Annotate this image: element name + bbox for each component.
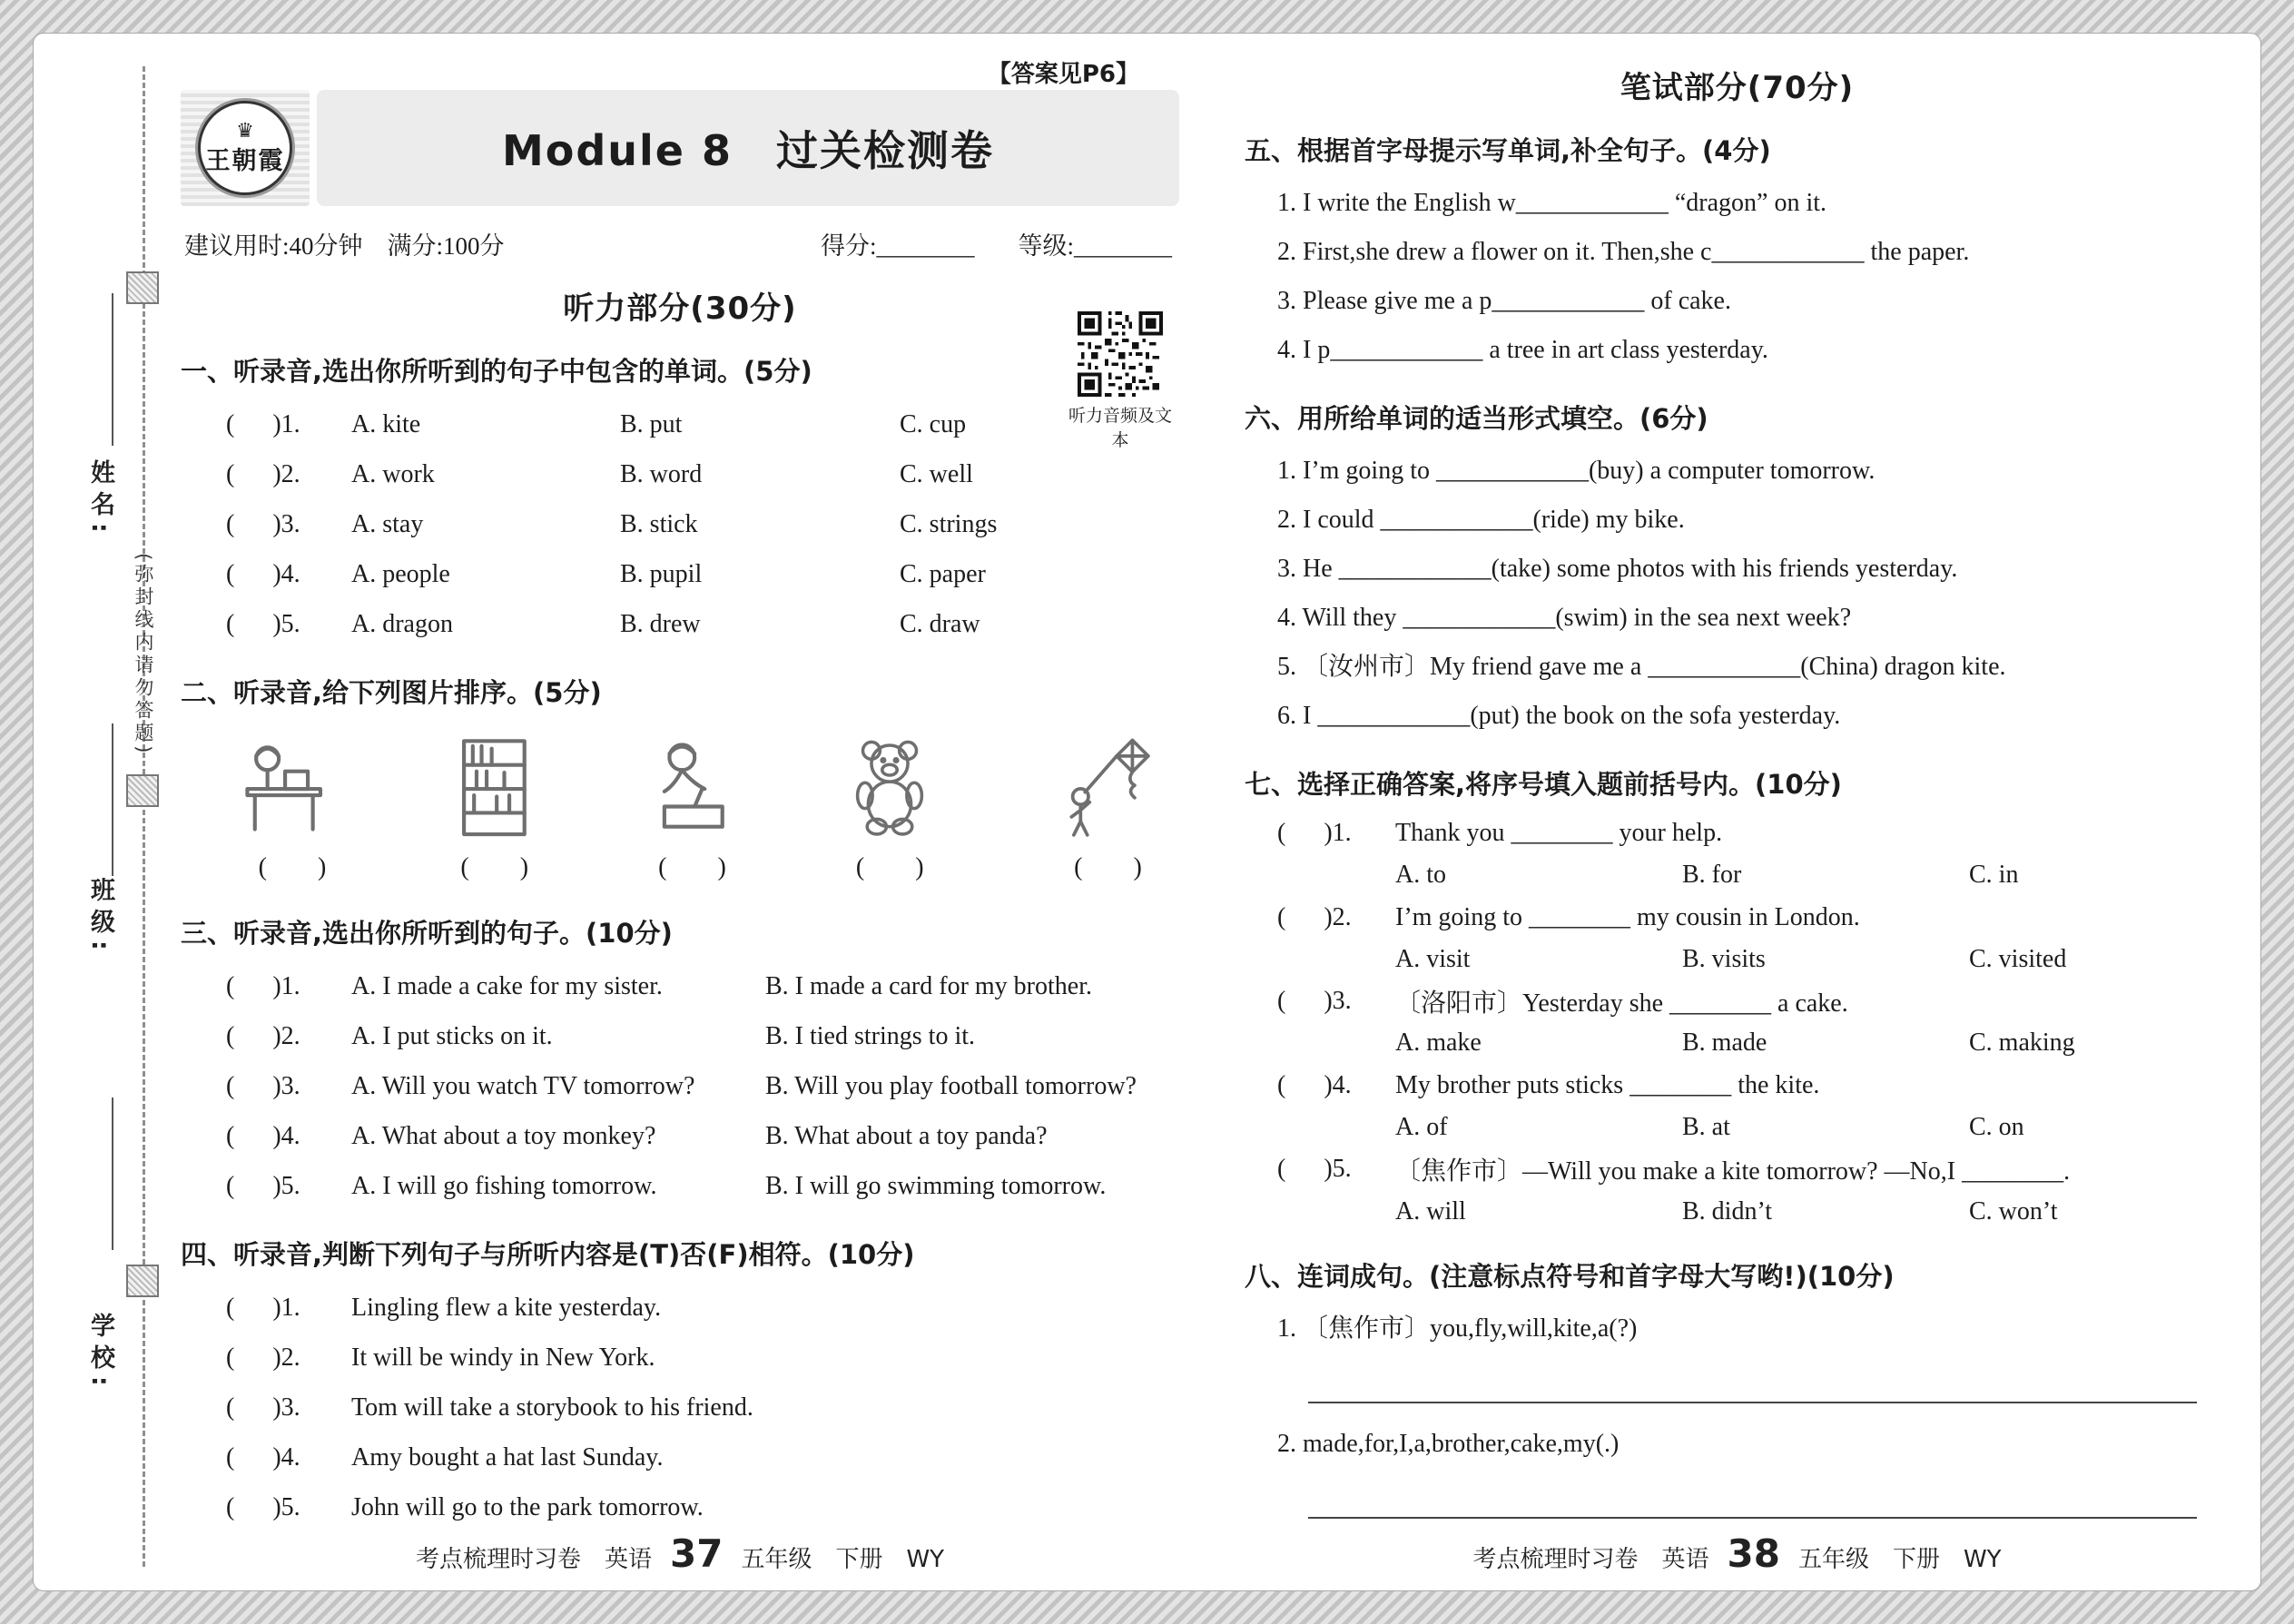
question-row	[226, 399, 1179, 449]
footer-series: 考点梳理时习卷 英语	[415, 1546, 652, 1573]
class-label: 班级:	[86, 877, 114, 958]
rearrange-item: 2. made,for,I,a,brother,cake,my(.)	[1277, 1429, 1620, 1458]
answer-bracket[interactable]: ( )3.	[226, 509, 300, 538]
section-2-heading: 二、听录音,给下列图片排序。(5分)	[181, 677, 602, 708]
option-b: B. Will you play football tomorrow?	[765, 1071, 1137, 1100]
answer-bracket[interactable]: ( )5.	[226, 1171, 300, 1200]
answer-writing-line[interactable]	[1308, 1496, 2197, 1519]
brand-emblem	[198, 101, 292, 195]
score-field[interactable]: 得分:________	[820, 232, 975, 260]
option-a: A. I put sticks on it.	[351, 1021, 553, 1050]
question-row	[1277, 1065, 2230, 1107]
option-b: B. I made a card for my brother.	[765, 971, 1092, 1000]
options-row	[1395, 1022, 2230, 1064]
picture-item	[436, 733, 554, 890]
meta-row	[181, 226, 1179, 261]
crown-icon: ♛	[236, 118, 254, 142]
option-c: C. won’t	[1969, 1196, 2058, 1225]
question-row	[1277, 897, 2230, 939]
page-footer	[1245, 1531, 2230, 1578]
option-c: C. well	[900, 459, 973, 488]
answer-writing-line[interactable]	[1308, 1381, 2197, 1403]
section-6-heading: 六、用所给单词的适当形式填空。(6分)	[1245, 403, 1708, 434]
option-a: A. people	[351, 559, 450, 588]
fill-item[interactable]: 2. First,she drew a flower on it. Then,she c____________ the paper.	[1277, 238, 1970, 266]
option-b: B. didn’t	[1682, 1196, 1773, 1225]
answer-bracket[interactable]: ( )4.	[1277, 1070, 1352, 1099]
footer-edition: 五年级 下册 WY	[741, 1546, 945, 1573]
page-number: 37	[669, 1531, 724, 1576]
option-b: B. put	[620, 409, 683, 438]
school-writing-line[interactable]	[112, 1097, 113, 1250]
page-right	[1203, 55, 2235, 1578]
qr-code-icon[interactable]	[1078, 311, 1163, 397]
option-c: C. draw	[900, 609, 980, 638]
option-c: C. strings	[900, 509, 998, 538]
statement-text: Amy bought a hat last Sunday.	[351, 1442, 664, 1471]
option-b: B. drew	[620, 609, 701, 638]
teddy-bear-image	[836, 733, 943, 841]
option-a: A. kite	[351, 409, 421, 438]
options-row	[1395, 854, 2230, 896]
girl-flying-kite-image	[1051, 733, 1164, 841]
option-b: B. at	[1682, 1112, 1730, 1141]
answer-bracket[interactable]: ( )2.	[1277, 902, 1352, 931]
rearrange-item: 1. 〔焦作市〕you,fly,will,kite,a(?)	[1277, 1314, 1638, 1343]
section-5-heading: 五、根据首字母提示写单词,补全句子。(4分)	[1245, 135, 1771, 166]
question-row	[226, 1283, 1179, 1333]
option-a: A. I made a cake for my sister.	[351, 971, 663, 1000]
school-label: 学校:	[86, 1313, 114, 1393]
class-writing-line[interactable]	[112, 723, 113, 876]
fill-item[interactable]: 1. I write the English w____________ “dragon” on it.	[1277, 189, 1827, 217]
question-row	[226, 1333, 1179, 1383]
question-row	[226, 499, 1179, 549]
answer-bracket[interactable]: ( )1.	[226, 971, 300, 1000]
picture-item	[1033, 733, 1183, 890]
section-4-heading: 四、听录音,判断下列句子与所听内容是(T)否(F)相符。(10分)	[181, 1239, 915, 1270]
title-banner	[317, 90, 1179, 206]
seal-stamp-icon	[126, 271, 159, 304]
name-label: 姓名:	[86, 459, 114, 540]
listening-part-header: 听力部分(30分)	[563, 290, 797, 327]
picture-row	[233, 733, 1183, 890]
page-number: 38	[1727, 1531, 1780, 1576]
brand-name: 王朝霞	[205, 146, 285, 175]
option-a: A. I will go fishing tomorrow.	[351, 1171, 657, 1200]
section-3-heading: 三、听录音,选出你所听到的句子。(10分)	[181, 918, 673, 949]
answer-bracket[interactable]: ( )5.	[226, 609, 300, 638]
fill-item[interactable]: 4. I p____________ a tree in art class yesterday.	[1277, 336, 1768, 364]
option-a: A. work	[351, 459, 435, 488]
footer-edition: 五年级 下册 WY	[1797, 1546, 2002, 1573]
statement-text: John will go to the park tomorrow.	[351, 1492, 704, 1521]
order-bracket[interactable]: ( )	[1074, 853, 1142, 881]
answer-bracket[interactable]: ( )3.	[226, 1393, 300, 1422]
bookshelf-image	[431, 733, 557, 841]
order-bracket[interactable]: ( )	[855, 853, 924, 881]
seal-stamp-icon	[126, 774, 159, 807]
name-writing-line[interactable]	[112, 293, 113, 446]
fill-item[interactable]: 2. I could ____________(ride) my bike.	[1277, 506, 1685, 534]
option-a: A. Will you watch TV tomorrow?	[351, 1071, 695, 1100]
answer-bracket[interactable]: ( )4.	[226, 1121, 300, 1150]
question-row	[226, 1383, 1179, 1432]
option-b: B. word	[620, 459, 703, 488]
fill-item[interactable]: 6. I ____________(put) the book on the sofa yesterday.	[1277, 702, 1841, 730]
question-row	[226, 1482, 1179, 1532]
question-text: 〔焦作市〕—Will you make a kite tomorrow? —No,I ________.	[1395, 1157, 2071, 1186]
option-a: A. to	[1395, 861, 1446, 890]
options-row	[1395, 939, 2230, 980]
answer-bracket[interactable]: ( )2.	[226, 459, 300, 488]
option-a: A. dragon	[351, 609, 453, 638]
qr-caption: 听力音频及文本	[1068, 406, 1172, 450]
answer-bracket[interactable]: ( )5.	[1277, 1155, 1352, 1184]
boy-writing-image	[629, 733, 755, 841]
page-title: Module 8 过关检测卷	[501, 126, 995, 175]
question-row	[226, 961, 1179, 1011]
question-text: My brother puts sticks ________ the kite.	[1395, 1070, 1820, 1099]
option-c: C. visited	[1969, 944, 2067, 973]
order-bracket[interactable]: ( )	[658, 853, 726, 881]
answer-bracket[interactable]: ( )2.	[226, 1343, 300, 1372]
option-a: A. What about a toy monkey?	[351, 1121, 656, 1150]
title-band	[181, 90, 1179, 206]
girl-at-desk-image	[230, 733, 356, 841]
answer-bracket[interactable]: ( )1.	[226, 409, 300, 438]
question-text: Thank you ________ your help.	[1395, 819, 1723, 848]
answer-bracket[interactable]: ( )3.	[1277, 987, 1352, 1016]
question-row	[1277, 980, 2230, 1022]
answer-bracket[interactable]: ( )4.	[226, 1442, 300, 1471]
section-8-heading: 八、连词成句。(注意标点符号和首字母大写哟!)(10分)	[1245, 1260, 1895, 1292]
answer-bracket[interactable]: ( )2.	[226, 1021, 300, 1050]
statement-text: Tom will take a storybook to his friend.	[351, 1393, 753, 1422]
page-left	[168, 55, 1203, 1578]
seal-margin	[52, 55, 168, 1578]
order-bracket[interactable]: ( )	[258, 853, 327, 881]
question-row	[226, 1432, 1179, 1482]
picture-item	[233, 733, 351, 890]
question-row	[1277, 812, 2230, 854]
answer-reference: 【答案见P6】	[987, 61, 1139, 88]
option-c: C. making	[1969, 1029, 2075, 1058]
option-b: B. visits	[1682, 944, 1766, 973]
question-text: 〔洛阳市〕Yesterday she ________ a cake.	[1395, 989, 1848, 1019]
option-b: B. What about a toy panda?	[765, 1121, 1048, 1150]
fill-item[interactable]: 4. Will they ____________(swim) in the sea next week?	[1277, 604, 1852, 632]
option-a: A. stay	[351, 509, 424, 538]
written-part-header: 笔试部分(70分)	[1620, 70, 1855, 106]
time-limit-label: 建议用时:40分钟 满分:100分	[184, 232, 505, 260]
answer-bracket[interactable]: ( )3.	[226, 1071, 300, 1100]
question-row	[226, 549, 1179, 599]
option-b: B. made	[1682, 1029, 1767, 1058]
question-row	[1277, 1148, 2230, 1190]
picture-item	[638, 733, 747, 890]
option-c: C. in	[1969, 861, 2019, 890]
page-footer	[181, 1531, 1179, 1578]
option-b: B. for	[1682, 861, 1742, 890]
fill-item[interactable]: 3. He ____________(take) some photos with his friends yesterday.	[1277, 555, 1958, 583]
option-b: B. I will go swimming tomorrow.	[765, 1171, 1107, 1200]
section-1-heading: 一、听录音,选出你所听到的句子中包含的单词。(5分)	[181, 356, 812, 387]
seal-stamp-icon	[126, 1265, 159, 1297]
paper	[33, 33, 2261, 1591]
fill-item[interactable]: 5. 〔汝州市〕My friend gave me a ____________(China) dragon kite.	[1277, 653, 2006, 681]
question-row	[226, 1111, 1179, 1161]
option-b: B. I tied strings to it.	[765, 1021, 975, 1050]
option-a: A. will	[1395, 1196, 1466, 1225]
question-row	[226, 1061, 1179, 1111]
option-c: C. on	[1969, 1112, 2024, 1141]
options-row	[1395, 1190, 2230, 1232]
question-row	[226, 1011, 1179, 1061]
footer-series: 考点梳理时习卷 英语	[1472, 1546, 1709, 1573]
statement-text: It will be windy in New York.	[351, 1343, 655, 1372]
order-bracket[interactable]: ( )	[460, 853, 529, 881]
answer-bracket[interactable]: ( )1.	[226, 1293, 300, 1322]
option-b: B. pupil	[620, 559, 703, 588]
option-b: B. stick	[620, 509, 698, 538]
picture-item	[831, 733, 949, 890]
question-row	[226, 449, 1179, 499]
seal-note: (弥封线内请勿答题)	[133, 553, 154, 757]
question-row	[226, 1161, 1179, 1211]
answer-bracket[interactable]: ( )5.	[226, 1492, 300, 1521]
option-a: A. of	[1395, 1112, 1448, 1141]
brand-logo	[181, 90, 310, 206]
option-c: C. paper	[900, 559, 986, 588]
question-text: I’m going to ________ my cousin in London.	[1395, 902, 1860, 931]
option-a: A. visit	[1395, 944, 1471, 973]
option-c: C. cup	[900, 409, 967, 438]
answer-bracket[interactable]: ( )4.	[226, 559, 300, 588]
option-a: A. make	[1395, 1029, 1482, 1058]
answer-bracket[interactable]: ( )1.	[1277, 819, 1352, 848]
statement-text: Lingling flew a kite yesterday.	[351, 1293, 662, 1322]
qr-block	[1061, 311, 1179, 451]
options-row	[1395, 1107, 2230, 1148]
fill-item[interactable]: 1. I’m going to ____________(buy) a computer tomorrow.	[1277, 457, 1876, 485]
question-row	[226, 599, 1179, 649]
grade-field[interactable]: 等级:________	[1018, 232, 1172, 260]
section-7-heading: 七、选择正确答案,将序号填入题前括号内。(10分)	[1245, 769, 1842, 800]
fill-item[interactable]: 3. Please give me a p____________ of cake.	[1277, 287, 1731, 315]
